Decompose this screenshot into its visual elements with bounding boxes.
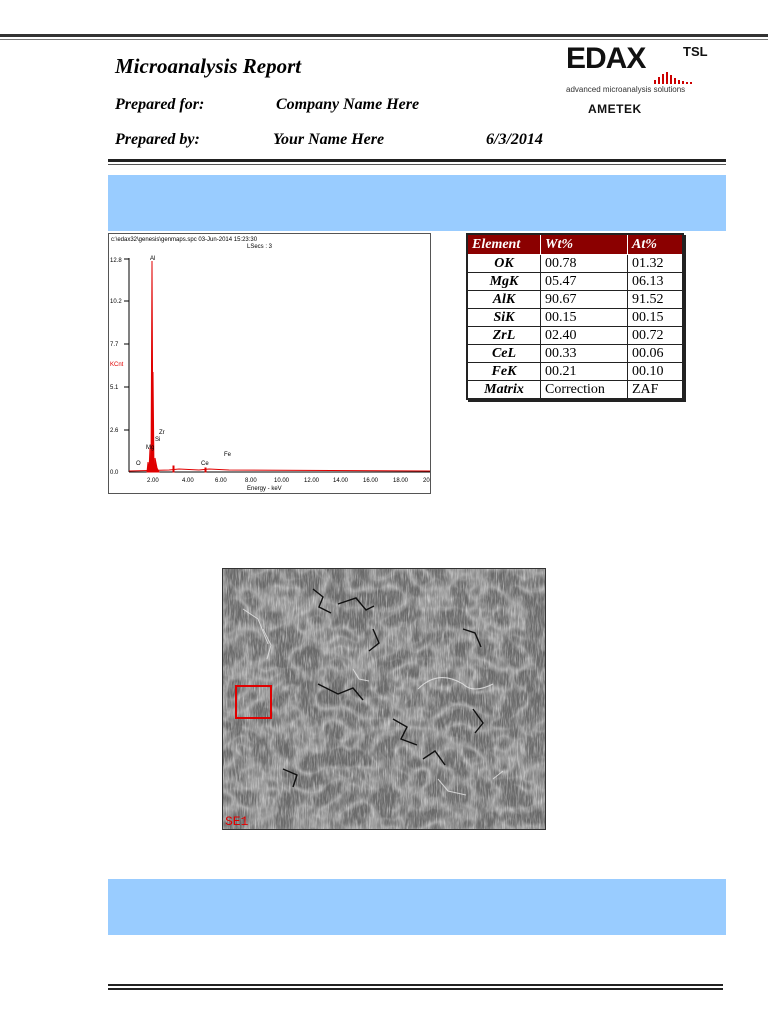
cell-wt: 02.40 — [541, 327, 628, 345]
table-row — [467, 255, 683, 273]
y-tick: 0.0 — [110, 470, 119, 476]
header-rule — [108, 159, 726, 162]
spectrum-file-line: c:\edax32\genesis\genmaps.spc 03-Jun-2014 15:23:30 — [111, 237, 258, 243]
table-row — [467, 345, 683, 363]
peak-fe — [205, 468, 206, 472]
peak-label: Fe — [224, 452, 232, 458]
peak-mg — [147, 448, 151, 472]
cell-wt: 00.21 — [541, 363, 628, 381]
table-row — [467, 381, 683, 400]
footer-rule-2 — [108, 988, 723, 990]
cell-wt: Correction — [541, 381, 628, 400]
x-tick: 2.00 — [147, 478, 159, 484]
y-tick: 12.8 — [110, 258, 122, 264]
y-tick: 10.2 — [110, 299, 122, 305]
peak-ce — [173, 466, 174, 472]
eds-spectrum — [108, 233, 431, 494]
cell-at: 00.10 — [628, 363, 684, 381]
x-ticks — [147, 478, 430, 484]
x-tick: 12.00 — [304, 478, 320, 484]
cell-wt: 00.15 — [541, 309, 628, 327]
sem-detector-label: SE1 — [225, 814, 249, 829]
spectrum-peaks — [129, 261, 430, 472]
top-rule — [0, 34, 768, 37]
logo-parent: AMETEK — [588, 102, 642, 116]
section-band-top — [108, 175, 726, 231]
section-band-bottom — [108, 879, 726, 935]
spectrum-plot — [109, 234, 430, 493]
x-tick: 4.00 — [182, 478, 194, 484]
cell-wt: 05.47 — [541, 273, 628, 291]
logo-spectrum-bars-icon — [654, 72, 714, 84]
cell-at: 00.72 — [628, 327, 684, 345]
cell-wt: 00.78 — [541, 255, 628, 273]
col-element: Element — [467, 234, 541, 255]
spectrum-lsecs: LSecs : 3 — [247, 244, 273, 250]
y-tick: 2.6 — [110, 428, 119, 434]
peak-label: Mg — [146, 445, 155, 451]
peak-label: Al — [150, 256, 156, 262]
header-rule-thin — [108, 164, 726, 165]
cell-element: AlK — [467, 291, 541, 309]
logo-brand: EDAX — [566, 42, 646, 75]
x-tick: 10.00 — [274, 478, 290, 484]
logo-suffix: TSL — [683, 44, 708, 59]
table-row — [467, 273, 683, 291]
composition-table — [466, 233, 684, 400]
x-tick: 6.00 — [215, 478, 227, 484]
cell-at: 01.32 — [628, 255, 684, 273]
cell-at: 00.06 — [628, 345, 684, 363]
x-tick: 20 — [423, 478, 430, 484]
prepared-by-value: Your Name Here — [273, 131, 385, 148]
cell-element: FeK — [467, 363, 541, 381]
edax-logo — [566, 42, 716, 122]
peak-labels — [136, 256, 232, 467]
cell-at: 00.15 — [628, 309, 684, 327]
y-tick: 7.7 — [110, 342, 119, 348]
cell-element: MgK — [467, 273, 541, 291]
prepared-for-value: Company Name Here — [276, 96, 420, 113]
x-tick: 16.00 — [363, 478, 379, 484]
x-tick: 18.00 — [393, 478, 409, 484]
cell-at: 06.13 — [628, 273, 684, 291]
cell-at: ZAF — [628, 381, 684, 400]
cell-element: SiK — [467, 309, 541, 327]
report-date: 6/3/2014 — [486, 131, 543, 148]
table-row — [467, 309, 683, 327]
cell-element: ZrL — [467, 327, 541, 345]
cell-element: OK — [467, 255, 541, 273]
col-wt: Wt% — [541, 234, 628, 255]
sem-micrograph — [222, 568, 546, 830]
peak-label: Zr — [159, 430, 165, 436]
cell-element: Matrix — [467, 381, 541, 400]
x-tick: 14.00 — [333, 478, 349, 484]
sem-image — [223, 569, 545, 829]
x-tick: 8.00 — [245, 478, 257, 484]
footer-rule — [108, 984, 723, 986]
cell-element: CeL — [467, 345, 541, 363]
top-rule-thin — [0, 39, 768, 40]
y-unit-label: KCnt — [110, 362, 124, 368]
cell-at: 91.52 — [628, 291, 684, 309]
peak-label: O — [136, 461, 141, 467]
peak-label: Ce — [201, 461, 209, 467]
peak-label: Si — [155, 437, 161, 443]
logo-tagline: advanced microanalysis solutions — [566, 85, 686, 94]
report-title: Microanalysis Report — [115, 54, 302, 78]
table-row — [467, 291, 683, 309]
prepared-for-label: Prepared for: — [115, 96, 205, 113]
table-row — [467, 363, 683, 381]
cell-wt: 90.67 — [541, 291, 628, 309]
col-at: At% — [628, 234, 684, 255]
table-header-row — [467, 234, 683, 255]
cell-wt: 00.33 — [541, 345, 628, 363]
table-row — [467, 327, 683, 345]
prepared-by-label: Prepared by: — [115, 131, 200, 148]
y-tick: 5.1 — [110, 385, 119, 391]
x-axis-label: Energy - keV — [247, 486, 282, 492]
